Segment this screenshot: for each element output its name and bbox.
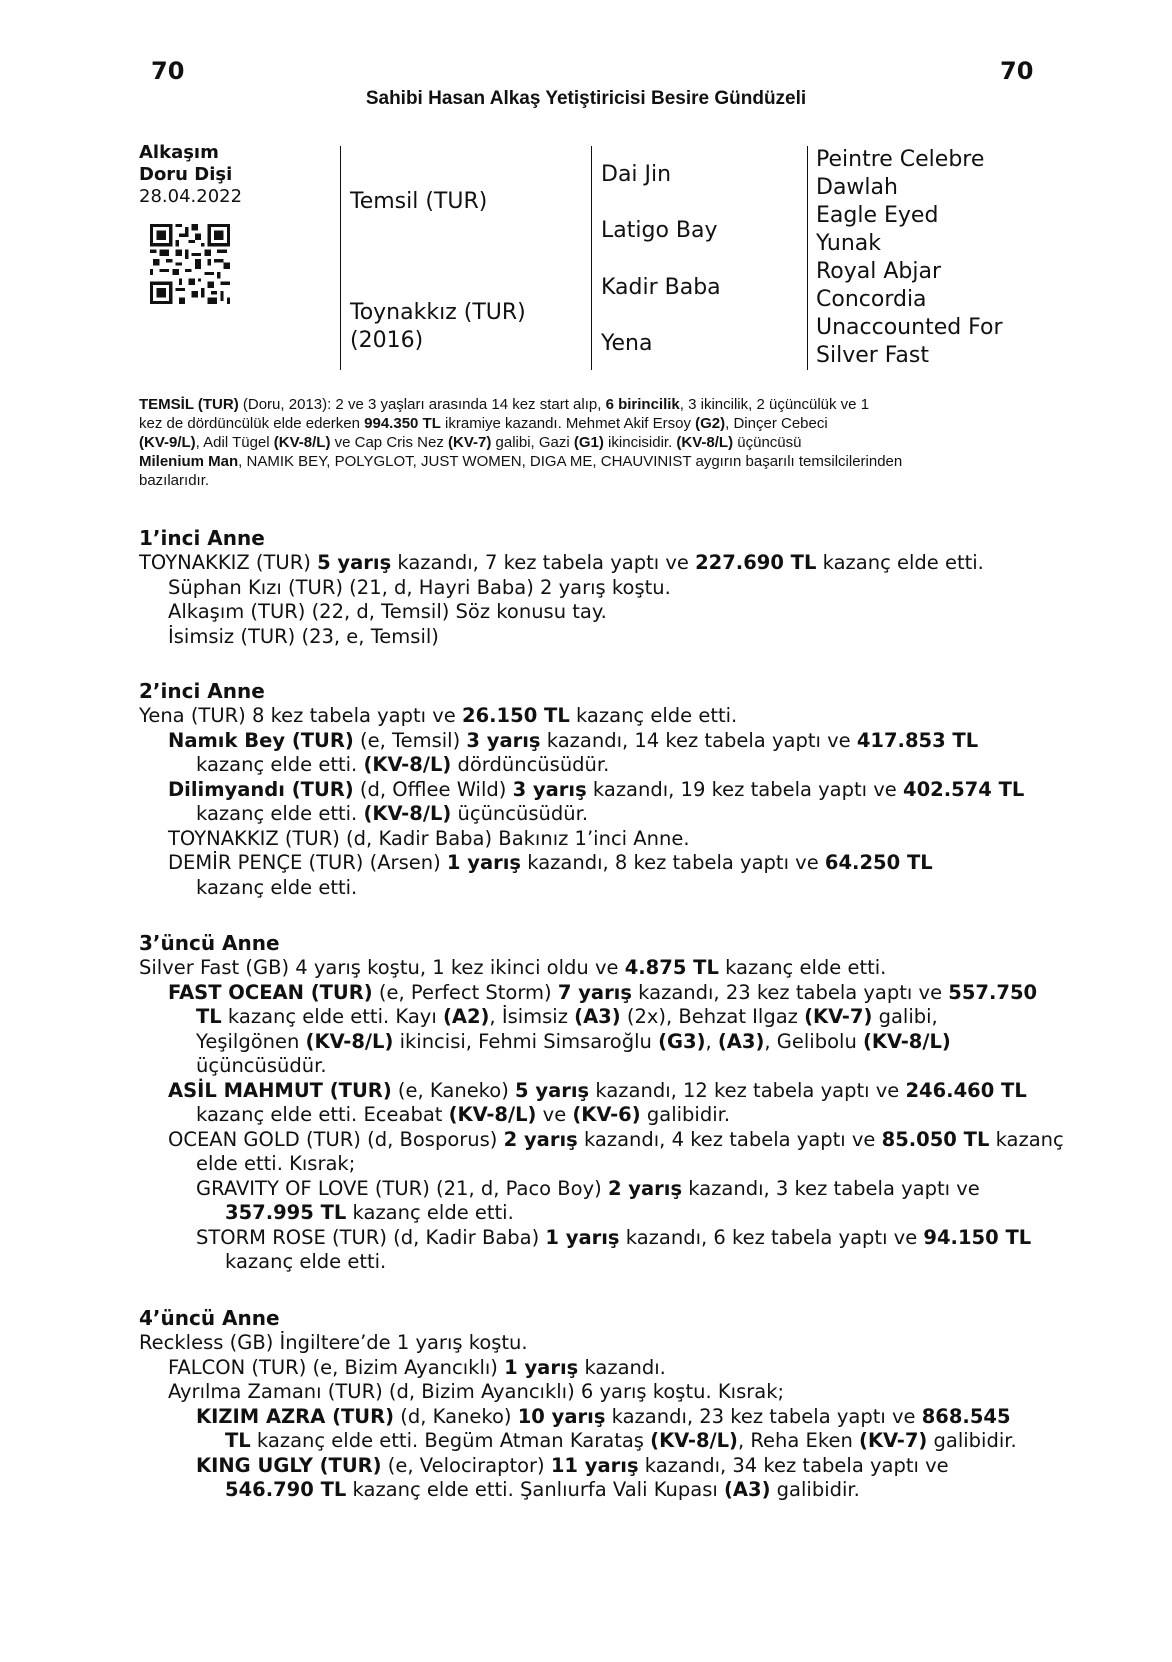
bold-text: 85.050 TL: [881, 1127, 990, 1151]
pedigree-entry-line: [139, 1478, 1039, 1503]
pedigree-entry-line: [139, 753, 1039, 778]
pedigree-entry-line: [139, 576, 1039, 601]
bold-text: (KV-8/L): [273, 434, 331, 451]
pedigree-gen3-2: Dawlah: [816, 175, 898, 200]
pedigree-entry-line: [139, 851, 1039, 876]
text-span: kazandı, 34 kez tabela yaptı ve: [638, 1453, 949, 1477]
bold-text: 2 yarış: [607, 1176, 683, 1200]
bold-text: (A3): [724, 1478, 771, 1501]
horse-desc: Doru Dişi: [139, 164, 233, 185]
text-span: kazanç elde etti.: [569, 704, 738, 727]
sire-info-paragraph: [139, 395, 1029, 490]
pedigree-entry-line: [139, 1030, 1039, 1055]
text-span: elde etti. Kısrak;: [196, 1152, 356, 1175]
text-span: TOYNAKKIZ (TUR) (d, Kadir Baba) Bakınız 1’inci Anne.: [168, 826, 690, 850]
pedigree-entry-line: [139, 1127, 1064, 1153]
qr-code-icon[interactable]: [150, 224, 230, 304]
text-span: , Adil Tügel: [195, 434, 274, 451]
bold-text: (KV-8/L): [448, 1103, 537, 1126]
section-title: 4’üncü Anne: [139, 1306, 280, 1330]
text-span: dördüncüsüdür.: [451, 753, 610, 776]
section-title: 1’inci Anne: [139, 526, 265, 550]
bold-text: 10 yarış: [517, 1404, 606, 1428]
pedigree-gen3: [816, 146, 1003, 370]
page-number-left: 70: [151, 57, 185, 85]
pedigree-gen3-7: Unaccounted For: [816, 315, 1003, 340]
text-span: Ayrılma Zamanı (TUR) (d, Bizim Ayancıklı) 6 yarış koştu. Kısrak;: [168, 1380, 785, 1403]
sire-info-line: [139, 433, 1029, 452]
bold-text: TL: [225, 1429, 251, 1452]
dam-section-2: [139, 678, 1039, 900]
bold-text: (KV-7): [804, 1005, 873, 1028]
text-span: TOYNAKKIZ (TUR): [139, 551, 318, 574]
pedigree-entry-line: [139, 1226, 1039, 1251]
pedigree-gen3-1: Peintre Celebre: [816, 147, 985, 172]
text-span: kazanç elde etti. Kayı: [221, 1005, 443, 1028]
bold-text: 3 yarış: [466, 728, 541, 752]
text-span: Yena (TUR) 8 kez tabela yaptı ve: [139, 704, 463, 727]
pedigree-entry-line: [139, 1454, 1039, 1479]
pedigree-divider-1: [340, 146, 341, 370]
section-title: 3’üncü Anne: [139, 931, 280, 955]
bold-text: KIZIM AZRA (TUR): [196, 1404, 395, 1428]
dam-section-4: [139, 1305, 1039, 1503]
pedigree-entry-line: [139, 704, 1039, 729]
bold-text: 417.853 TL: [856, 728, 979, 752]
bold-text: 557.750: [948, 980, 1038, 1004]
text-span: kazanç: [989, 1127, 1064, 1151]
pedigree-entry-line: [139, 1380, 1039, 1405]
pedigree-entry-line: [139, 1177, 1039, 1202]
text-span: (d, Offlee Wild): [353, 777, 513, 801]
bold-text: 246.460 TL: [905, 1078, 1027, 1102]
pedigree-entry-line: [139, 827, 1039, 852]
pedigree-gen2-2: Latigo Bay: [601, 218, 718, 243]
bold-text: 1 yarış: [545, 1225, 620, 1249]
text-span: , NAMIK BEY, POLYGLOT, JUST WOMEN, DIGA ME, CHAUVINIST aygırın başarılı temsilcilerinden: [238, 453, 903, 470]
text-span: kazandı.: [578, 1355, 666, 1379]
horse-info: [139, 142, 242, 208]
bold-text: (KV-8/L): [305, 1029, 394, 1053]
text-span: kazandı, 8 kez tabela yaptı ve: [521, 851, 825, 874]
text-span: (e, Temsil): [353, 728, 467, 752]
bold-text: 7 yarış: [557, 980, 632, 1004]
pedigree-gen3-6: Concordia: [816, 287, 927, 312]
text-span: STORM ROSE (TUR) (d, Kadir Baba): [196, 1225, 546, 1249]
text-span: galibidir.: [640, 1103, 731, 1126]
bold-text: (KV-8/L): [676, 434, 734, 451]
text-span: üçüncüsüdür.: [196, 1054, 327, 1077]
bold-text: 1 yarış: [446, 851, 522, 874]
pedigree-sire: Temsil (TUR): [350, 189, 488, 214]
pedigree-divider-3: [807, 146, 808, 370]
bold-text: (KV-7): [859, 1429, 928, 1452]
pedigree-entry-line: [139, 1054, 1039, 1079]
bold-text: 227.690 TL: [695, 551, 817, 574]
pedigree-gen3-3: Eagle Eyed: [816, 203, 939, 228]
bold-text: (G2): [695, 415, 726, 432]
text-span: Reckless (GB) İngiltere’de 1 yarış koştu.: [139, 1331, 528, 1354]
text-span: bazılarıdır.: [139, 472, 210, 489]
pedigree-entry-line: [139, 1356, 1039, 1381]
text-span: , Dinçer Cebeci: [725, 415, 828, 432]
pedigree-entry-line: [139, 1103, 1039, 1128]
text-span: (e, Perfect Storm): [372, 980, 558, 1004]
pedigree-gen3-8: Silver Fast: [816, 343, 929, 368]
text-span: kazanç elde etti.: [816, 551, 984, 574]
bold-text: 2 yarış: [503, 1127, 578, 1151]
text-span: kazanç elde etti. Eceabat: [196, 1103, 449, 1126]
text-span: ,: [705, 1029, 718, 1053]
bold-text: 868.545: [921, 1404, 1011, 1428]
bold-text: (G3): [658, 1029, 706, 1053]
bold-text: 5 yarış: [317, 551, 392, 574]
bold-text: (A2): [442, 1005, 490, 1028]
bold-text: (KV-6): [572, 1103, 641, 1126]
text-span: (2x), Behzat Ilgaz: [620, 1005, 805, 1028]
text-span: , Reha Eken: [737, 1429, 860, 1452]
pedigree-gen2-3: Kadir Baba: [601, 275, 721, 300]
text-span: İsimsiz (TUR) (23, e, Temsil): [168, 624, 439, 648]
sire-info-line: [139, 452, 1029, 471]
text-span: ve: [536, 1103, 573, 1126]
bold-text: (KV-8/L): [863, 1029, 951, 1053]
pedigree-entry-line: [139, 778, 1039, 803]
pedigree-gen2-4: Yena: [601, 331, 653, 356]
text-span: FALCON (TUR) (e, Bizim Ayancıklı): [168, 1355, 505, 1379]
text-span: kazanç elde etti.: [718, 956, 887, 979]
horse-name: Alkaşım: [139, 142, 219, 163]
bold-text: (KV-8/L): [363, 802, 452, 825]
bold-text: Dilimyandı (TUR): [168, 777, 354, 801]
text-span: kazandı, 12 kez tabela yaptı ve: [589, 1078, 906, 1102]
text-span: üçüncüsü: [733, 434, 802, 451]
text-span: kazandı, 6 kez tabela yaptı ve: [619, 1225, 924, 1249]
bold-text: FAST OCEAN (TUR): [168, 980, 373, 1004]
text-span: kazanç elde etti.: [196, 802, 364, 825]
text-span: (Doru, 2013): 2 ve 3 yaşları arasında 14 kez start alıp,: [238, 396, 606, 413]
bold-text: 94.150 TL: [923, 1225, 1032, 1249]
section-title: 2’inci Anne: [139, 679, 265, 703]
text-span: , 3 ikincilik, 2 üçüncülük ve 1: [679, 396, 870, 413]
pedigree-entry-line: [139, 1405, 1039, 1430]
pedigree-gen3-5: Royal Abjar: [816, 259, 942, 284]
text-span: GRAVITY OF LOVE (TUR) (21, d, Paco Boy): [196, 1176, 608, 1200]
text-span: galibidir.: [927, 1429, 1017, 1452]
pedigree-entry-line: [139, 1005, 1039, 1030]
bold-text: TEMSİL (TUR): [139, 396, 239, 413]
text-span: (e, Velociraptor): [381, 1453, 551, 1477]
sire-info-line: [139, 414, 1029, 433]
pedigree-divider-2: [591, 146, 592, 370]
bold-text: (A3): [574, 1005, 621, 1028]
sire-info-line: [139, 395, 1029, 414]
bold-text: 402.574 TL: [903, 777, 1025, 801]
pedigree-entry-line: [139, 876, 1039, 901]
bold-text: (KV-8/L): [650, 1429, 738, 1452]
text-span: OCEAN GOLD (TUR) (d, Bosporus): [168, 1127, 504, 1151]
bold-text: 11 yarış: [550, 1453, 639, 1477]
dam-section-1: [139, 525, 1039, 649]
bold-text: 5 yarış: [515, 1078, 590, 1102]
bold-text: (KV-7): [448, 434, 492, 451]
text-span: kazandı, 19 kez tabela yaptı ve: [586, 777, 903, 801]
text-span: Alkaşım (TUR) (22, d, Temsil) Söz konusu tay.: [168, 600, 607, 623]
text-span: ikincisidir.: [603, 434, 677, 451]
bold-text: Namık Bey (TUR): [168, 728, 354, 752]
text-span: , Gelibolu: [764, 1029, 863, 1053]
text-span: galibi, Gazi: [491, 434, 574, 451]
text-span: kazandı, 7 kez tabela yaptı ve: [391, 551, 696, 574]
pedigree-entry-line: [139, 729, 1039, 754]
bold-text: Milenium Man: [139, 453, 239, 470]
text-span: DEMİR PENÇE (TUR) (Arsen): [168, 851, 447, 874]
pedigree-gen2-1: Dai Jin: [601, 162, 672, 187]
text-span: kazanç elde etti.: [196, 875, 358, 899]
text-span: galibidir.: [770, 1478, 860, 1501]
horse-birth-date: 28.04.2022: [139, 186, 243, 207]
pedigree-entry-line: [139, 1152, 1039, 1177]
bold-text: ASİL MAHMUT (TUR): [168, 1078, 392, 1102]
pedigree-dam-name: Toynakkız (TUR): [350, 300, 526, 325]
bold-text: 4.875 TL: [624, 956, 719, 979]
text-span: üçüncüsüdür.: [451, 802, 589, 825]
text-span: , İsimsiz: [489, 1005, 575, 1028]
text-span: Süphan Kızı (TUR) (21, d, Hayri Baba) 2 yarış koştu.: [168, 575, 671, 599]
pedigree-entry-line: [139, 551, 1039, 576]
text-span: Yeşilgönen: [196, 1029, 306, 1053]
text-span: ikramiye kazandı. Mehmet Akif Ersoy: [440, 415, 696, 432]
bold-text: 26.150 TL: [462, 704, 570, 727]
pedigree-entry-line: [139, 1079, 1039, 1104]
page-header: Sahibi Hasan Alkaş Yetiştiricisi Besire Gündüzeli: [365, 88, 807, 109]
text-span: kez de dördüncülük elde ederken: [139, 415, 365, 432]
pedigree-entry-line: [139, 625, 1039, 650]
bold-text: 994.350 TL: [364, 415, 441, 432]
text-span: (d, Kaneko): [394, 1404, 518, 1428]
text-span: galibi,: [872, 1005, 938, 1028]
text-span: (e, Kaneko): [391, 1078, 516, 1102]
pedigree-entry-line: [139, 1250, 1039, 1275]
pedigree-dam-year: (2016): [350, 328, 424, 353]
text-span: kazanç elde etti. Şanlıurfa Vali Kupası: [346, 1478, 724, 1501]
pedigree-entry-line: [139, 600, 1039, 625]
pedigree-entry-line: [139, 981, 1039, 1006]
bold-text: (KV-9/L): [139, 434, 196, 451]
bold-text: 1 yarış: [504, 1355, 579, 1379]
bold-text: 3 yarış: [512, 777, 587, 801]
pedigree-gen3-4: Yunak: [816, 231, 882, 256]
bold-text: 6 birincilik: [605, 396, 680, 413]
pedigree-dam: [350, 299, 526, 355]
text-span: kazandı, 3 kez tabela yaptı ve: [682, 1176, 980, 1200]
sire-info-line: [139, 471, 1029, 490]
dam-section-3: [139, 930, 1064, 1275]
text-span: kazanç elde etti. Begüm Atman Karataş: [250, 1429, 651, 1452]
text-span: kazanç elde etti.: [225, 1250, 387, 1273]
pedigree-entry-line: [139, 1201, 1039, 1226]
text-span: kazandı, 23 kez tabela yaptı ve: [631, 980, 949, 1004]
pedigree-entry-line: [139, 956, 1039, 981]
text-span: Silver Fast (GB) 4 yarış koştu, 1 kez ikinci oldu ve: [139, 956, 625, 979]
bold-text: 546.790 TL: [225, 1478, 347, 1501]
text-span: kazandı, 14 kez tabela yaptı ve: [540, 728, 857, 752]
bold-text: 64.250 TL: [824, 851, 933, 874]
bold-text: (KV-8/L): [363, 753, 452, 776]
text-span: kazanç elde etti.: [196, 753, 364, 776]
pedigree-entry-line: [139, 802, 1039, 827]
text-span: kazandı, 4 kez tabela yaptı ve: [577, 1127, 882, 1151]
bold-text: KING UGLY (TUR): [196, 1453, 382, 1477]
bold-text: (A3): [717, 1029, 765, 1053]
bold-text: TL: [196, 1005, 222, 1028]
text-span: kazanç elde etti.: [346, 1201, 514, 1224]
bold-text: 357.995 TL: [225, 1201, 347, 1224]
text-span: ve Cap Cris Nez: [330, 434, 448, 451]
pedigree-entry-line: [139, 1331, 1039, 1356]
page-number-right: 70: [1000, 57, 1034, 85]
text-span: kazandı, 23 kez tabela yaptı ve: [605, 1404, 922, 1428]
bold-text: (G1): [573, 434, 604, 451]
pedigree-entry-line: [139, 1429, 1039, 1454]
text-span: ikincisi, Fehmi Simsaroğlu: [393, 1029, 659, 1053]
